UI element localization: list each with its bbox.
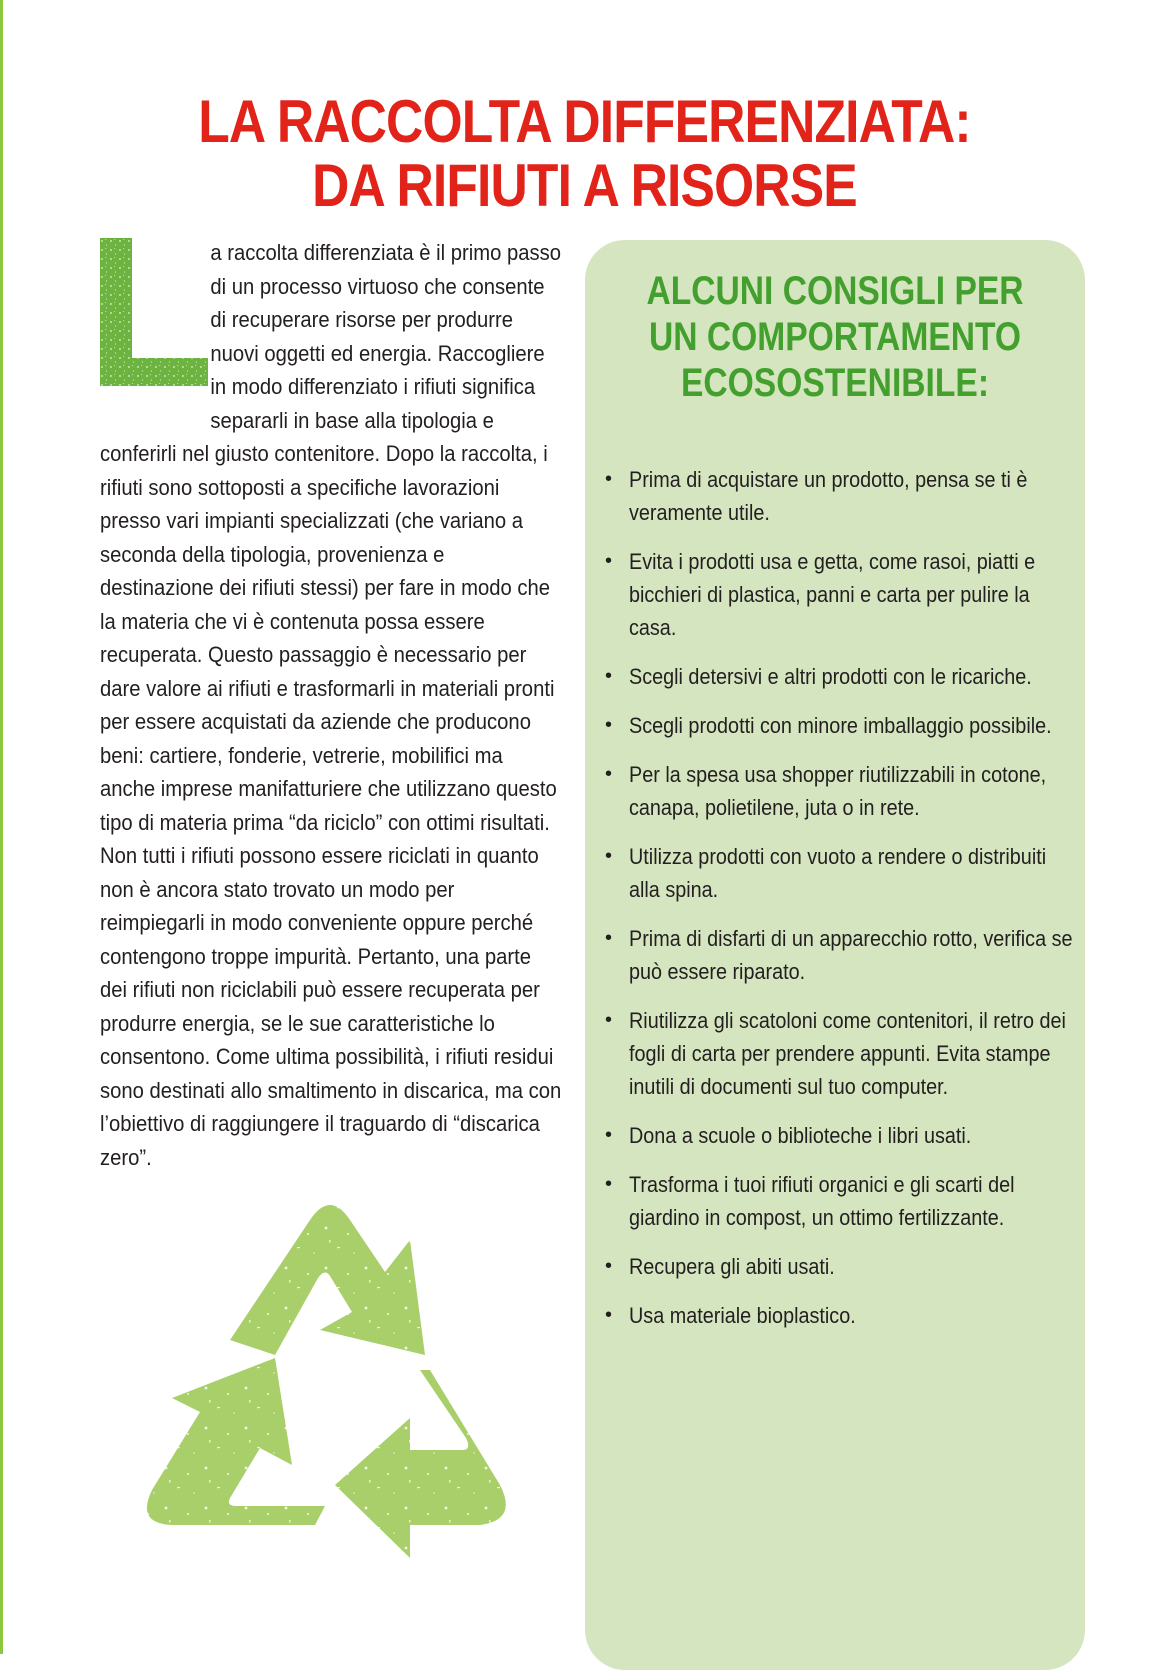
page-edge-stripe [0,0,3,1654]
tips-title-line-3: ECOSOSTENIBILE: [680,361,990,405]
bullet-icon: • [605,1304,613,1326]
tip-item [605,709,1075,742]
tip-text: Prima di acquistare un prodotto, pensa se ti è veramente utile. [629,467,1028,525]
bullet-icon: • [605,1173,613,1195]
tip-item [605,1119,1075,1152]
tip-item [605,545,1075,644]
tip-text: Utilizza prodotti con vuoto a rendere o distribuiti alla spina. [629,844,1047,902]
recycle-arrows-icon [80,1180,570,1600]
tips-panel-title [625,268,1045,406]
bullet-icon: • [605,763,613,785]
tip-text: Trasforma i tuoi rifiuti organici e gli scarti del giardino in compost, un ottimo fertilizzante. [629,1172,1015,1230]
bullet-icon: • [605,1009,613,1031]
tip-item [605,1168,1075,1234]
bullet-icon: • [605,845,613,867]
bullet-icon: • [605,550,613,572]
bullet-icon: • [605,927,613,949]
tips-list [605,463,1075,1348]
tip-item [605,1004,1075,1103]
tip-item [605,840,1075,906]
tip-text: Per la spesa usa shopper riutilizzabili in cotone, canapa, polietilene, juta o in rete. [629,762,1047,820]
tip-text: Prima di disfarti di un apparecchio rotto, verifica se può essere riparato. [629,926,1073,984]
bullet-icon: • [605,665,613,687]
tip-item [605,660,1075,693]
bullet-icon: • [605,1255,613,1277]
page-title-line-2: DA RIFIUTI A RISORSE [312,152,857,219]
intro-paragraph [100,236,560,1174]
bullet-icon: • [605,1124,613,1146]
tip-text: Scegli prodotti con minore imballaggio possibile. [629,713,1052,738]
tips-title-line-2: UN COMPORTAMENTO [648,315,1022,359]
tip-item [605,758,1075,824]
bullet-icon: • [605,714,613,736]
tip-item [605,922,1075,988]
tip-text: Usa materiale bioplastico. [629,1303,856,1328]
intro-paragraph-text: a raccolta differenziata è il primo passo di un processo virtuoso che consente di recuperare risorse per produrre nuovi oggetti ed energia. Raccogliere in modo differenziato i rifiuti significa separarli in base alla tipologia e conferirli nel giusto contenitore. Dopo la raccolta, i rifiuti sono sottoposti a specifiche lavorazioni presso vari impianti specializzati (che variano a seconda della tipologia, provenienza e destinazione dei rifiuti stessi) per fare in modo che la materia che vi è contenuta possa essere recuperata. Questo passaggio è necessario per dare valore ai rifiuti e trasformarli in materiali pronti per essere acquistati da aziende che producono beni: cartiere, fonderie, vetrerie, mobilifici ma anche imprese manifatturiere che utilizzano questo tipo di materia prima “da riciclo” con ottimi risultati. Non tutti i rifiuti possono essere riciclati in quanto non è ancora stato trovato un modo per reimpiegarli in modo conveniente oppure perché contengono troppe impurità. Pertanto, una parte dei rifiuti non riciclabili può essere recuperata per produrre energia, se le sue caratteristiche lo consentono. Come ultima possibilità, i rifiuti residui sono destinati allo smaltimento in discarica, ma con l’obiettivo di raggiungere il traguardo di “discarica zero”. [100,240,562,1170]
tip-text: Scegli detersivi e altri prodotti con le ricariche. [629,664,1032,689]
bullet-icon: • [605,468,613,490]
tip-item [605,1250,1075,1283]
tip-item [605,1299,1075,1332]
tip-item [605,463,1075,529]
tips-title-line-1: ALCUNI CONSIGLI PER [646,269,1024,313]
tip-text: Dona a scuole o biblioteche i libri usati. [629,1123,972,1148]
tip-text: Recupera gli abiti usati. [629,1254,835,1279]
tip-text: Evita i prodotti usa e getta, come rasoi, piatti e bicchieri di plastica, panni e carta per pulire la casa. [629,549,1036,640]
page-title [82,90,1087,218]
tip-text: Riutilizza gli scatoloni come contenitori, il retro dei fogli di carta per prendere appunti. Evita stampe inutili di documenti sul tuo computer. [629,1008,1066,1099]
page-title-line-1: LA RACCOLTA DIFFERENZIATA: [198,88,971,155]
